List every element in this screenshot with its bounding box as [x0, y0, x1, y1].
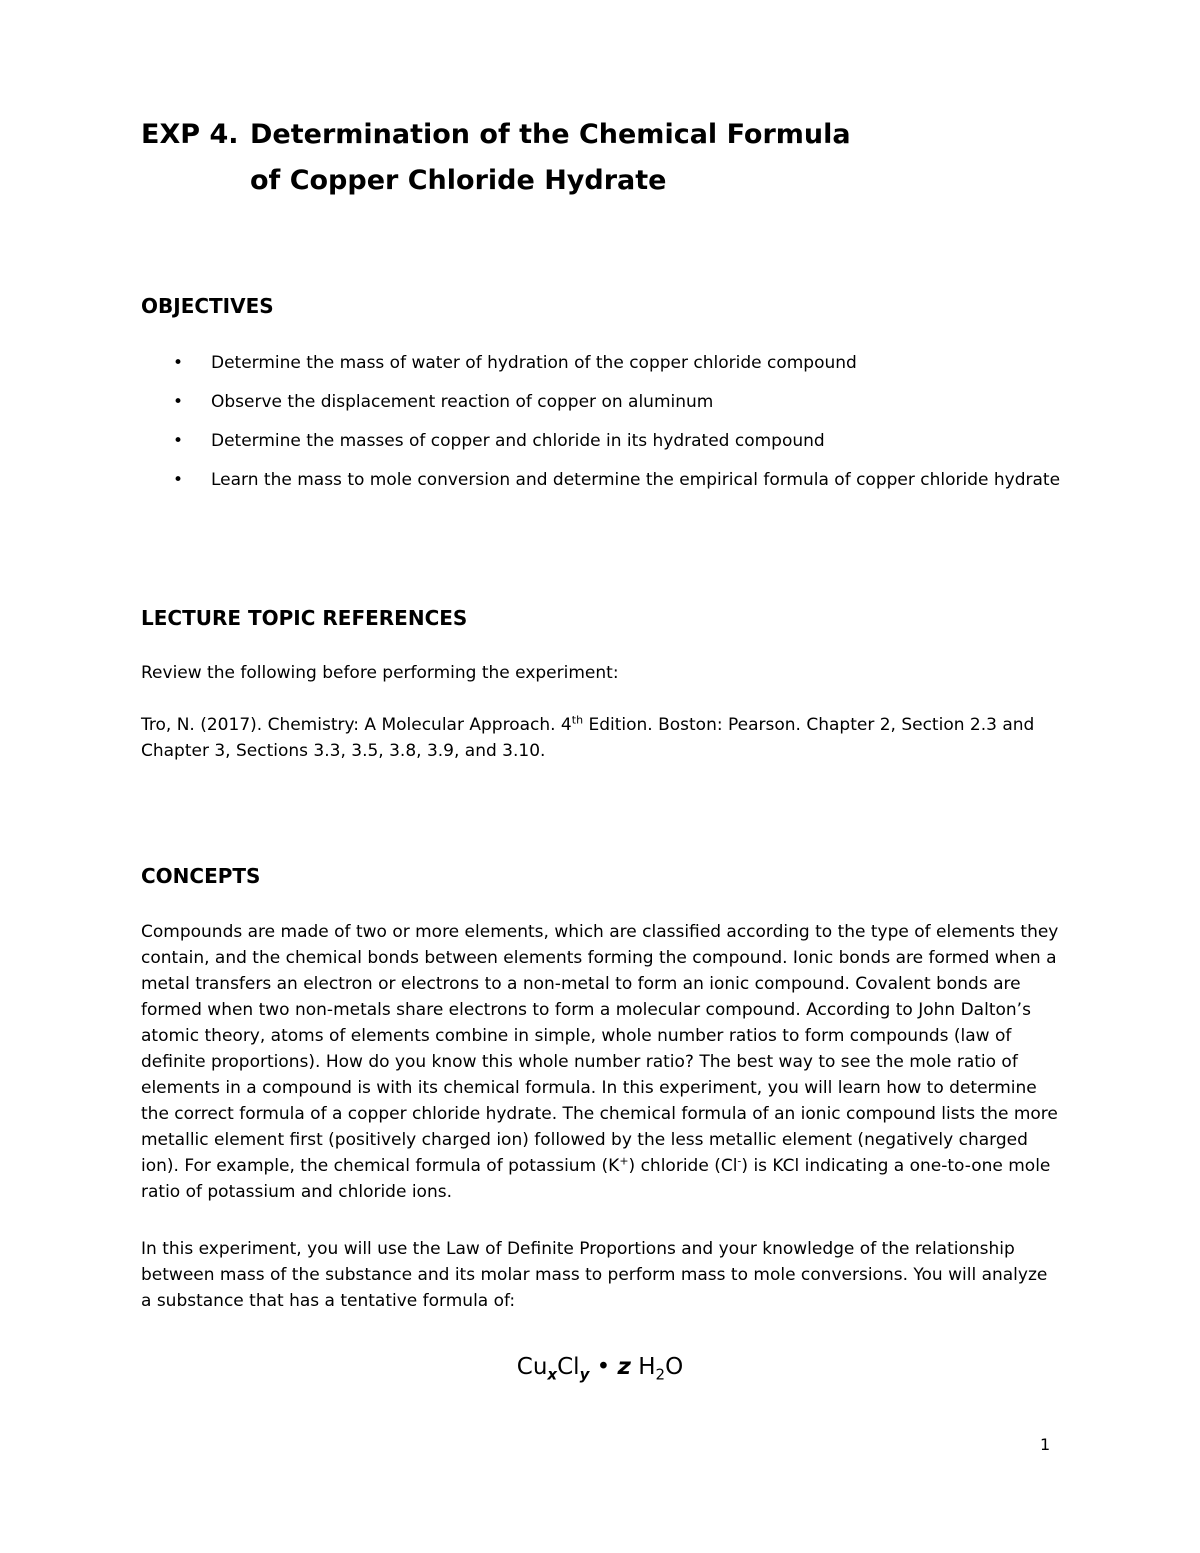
bullet-icon: • [173, 353, 184, 373]
chemical-formula [0, 1350, 1200, 1384]
formula-subscript-y: y [579, 1365, 590, 1384]
references-citation [141, 712, 1061, 764]
formula-dot: • [596, 1354, 611, 1380]
bullet-icon: • [173, 392, 184, 412]
objective-text: Observe the displacement reaction of copper on aluminum [211, 392, 714, 412]
experiment-number: EXP 4. [141, 119, 239, 150]
references-heading: LECTURE TOPIC REFERENCES [141, 606, 468, 630]
list-item [141, 428, 1061, 454]
bullet-icon: • [173, 470, 184, 490]
formula-subscript-x: x [547, 1365, 558, 1384]
concepts-text: ) is KCl indicating a one-to-one mole ratio of potassium and chloride ions. [141, 1156, 1051, 1202]
objectives-list [141, 350, 1061, 506]
concepts-heading: CONCEPTS [141, 864, 261, 888]
citation-text-continued: Edition. Boston: Pearson. Chapter 2, Section 2.3 and Chapter 3, Sections 3.3, 3.5, 3.8, 3.9, and 3.10. [141, 715, 1035, 761]
formula-hydrogen: H [638, 1354, 656, 1380]
citation-superscript: th [571, 713, 584, 727]
references-intro: Review the following before performing the experiment: [141, 663, 619, 683]
list-item [141, 389, 1061, 415]
concepts-text: Compounds are made of two or more elements, which are classified according to the type of elements they contain, and the chemical bonds between elements forming the compound. Ionic bonds are formed when a metal transfers an electron or electrons to a non-metal to form an ionic compound. Covalent bonds are formed when two non-metals share electrons to form a molecular compound. According to John Dalton’s atomic theory, atoms of elements combine in simple, whole number ratios to form compounds (law of definite proportions). How do you know this whole number ratio? The best way to see the mole ratio of elements in a compound is with its chemical formula. In this experiment, you will learn how to determine the correct formula of a copper chloride hydrate. The chemical formula of an ionic compound lists the more metallic element first (positively charged ion) followed by the less metallic element (negatively charged ion). For example, the chemical formula of potassium (K [141, 922, 1059, 1176]
potassium-charge: + [619, 1154, 629, 1168]
concepts-paragraph-1 [141, 919, 1061, 1205]
title-line-1: Determination of the Chemical Formula [250, 119, 851, 150]
citation-text: Tro, N. (2017). Chemistry: A Molecular Approach. 4 [141, 715, 572, 735]
title-line-2: of Copper Chloride Hydrate [250, 165, 667, 196]
formula-copper: Cu [516, 1354, 548, 1380]
bullet-icon: • [173, 431, 184, 451]
objectives-heading: OBJECTIVES [141, 294, 274, 318]
concepts-text: ) chloride (Cl [628, 1156, 738, 1176]
formula-subscript-2: 2 [655, 1365, 666, 1384]
objective-text: Determine the masses of copper and chloride in its hydrated compound [211, 431, 825, 451]
formula-coefficient-z: z [617, 1354, 631, 1380]
document-title [141, 112, 851, 204]
list-item [141, 350, 1061, 376]
objective-text: Learn the mass to mole conversion and determine the empirical formula of copper chloride hydrate [211, 470, 1061, 490]
list-item [141, 467, 1061, 493]
page-number: 1 [1040, 1435, 1051, 1454]
chloride-charge: - [737, 1154, 742, 1168]
formula-chlorine: Cl [557, 1354, 580, 1380]
concepts-paragraph-2: In this experiment, you will use the Law of Definite Proportions and your knowledge of the relationship between mass of the substance and its molar mass to perform mass to mole conversions. You will analyze a substance that has a tentative formula of: [141, 1239, 1048, 1311]
formula-oxygen: O [665, 1354, 684, 1380]
objective-text: Determine the mass of water of hydration of the copper chloride compound [211, 353, 857, 373]
